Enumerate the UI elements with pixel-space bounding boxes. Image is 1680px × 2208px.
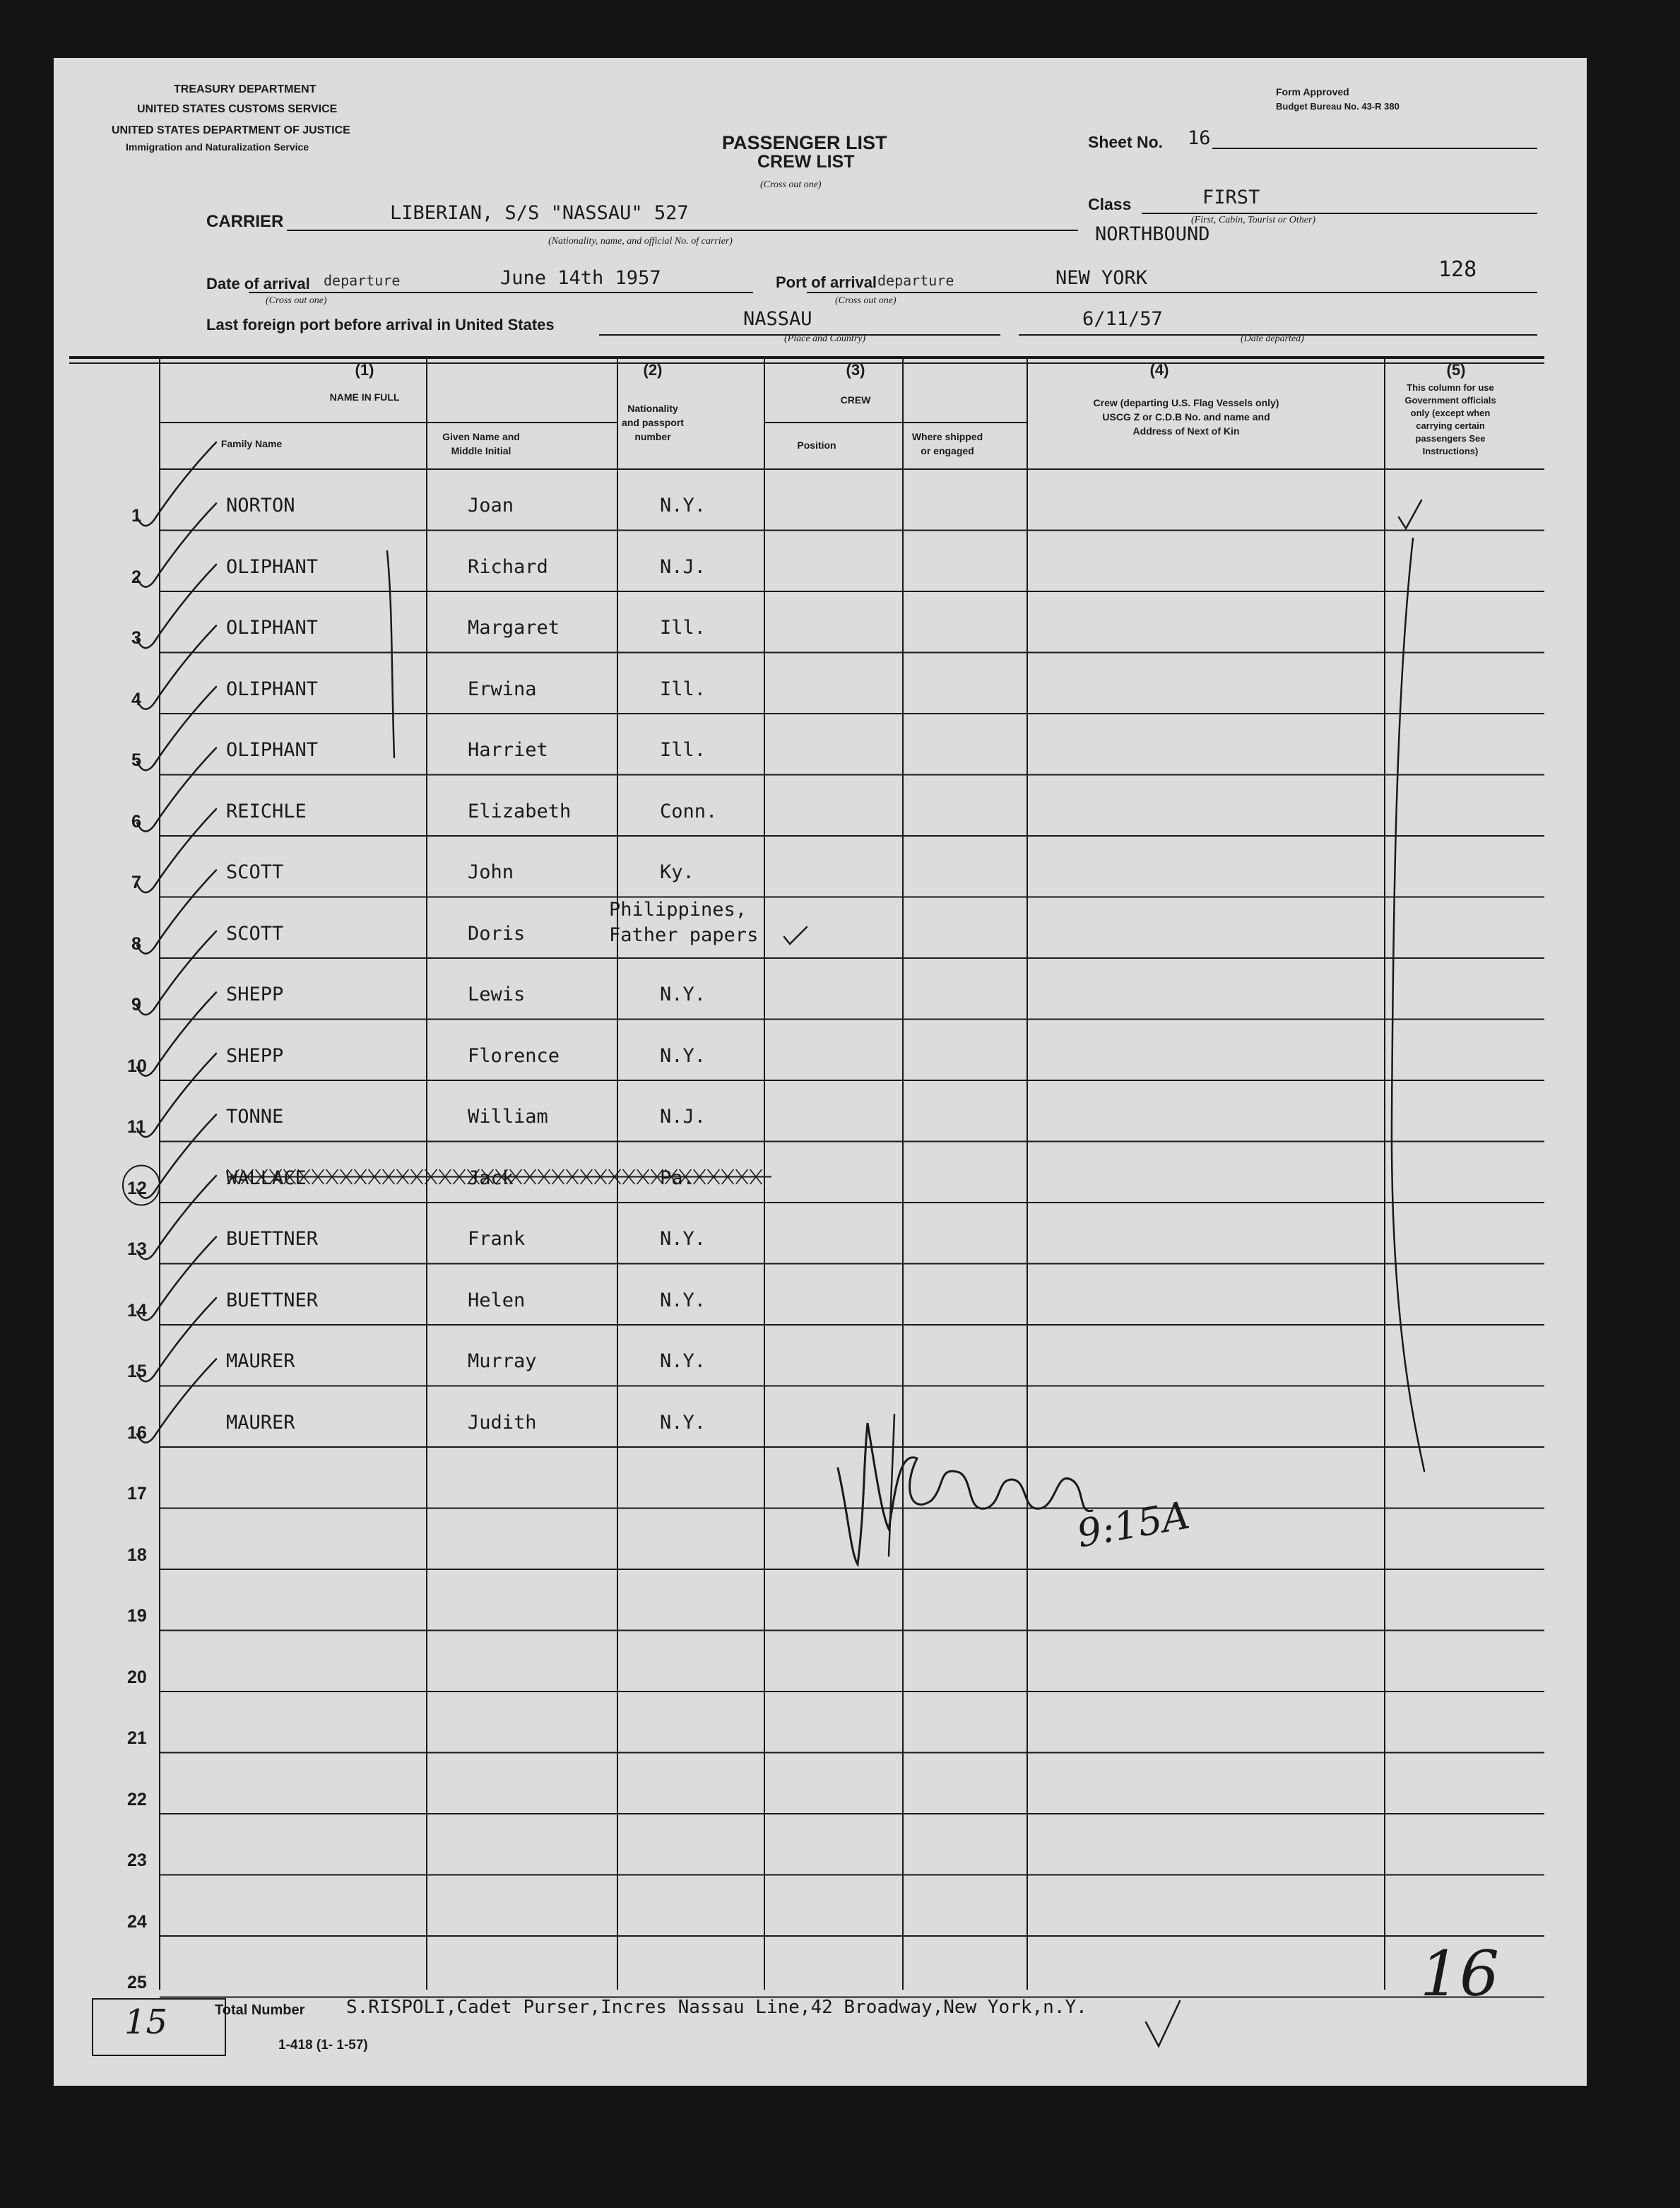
tick-mark	[137, 442, 216, 526]
col3-title: CREW	[840, 394, 871, 406]
nationality-value: Conn.	[660, 800, 718, 822]
family-name: BUETTNER	[226, 1228, 319, 1250]
family-name: TONNE	[226, 1106, 284, 1128]
given-name: Joan	[468, 495, 514, 516]
date-label: Date of arrival	[206, 275, 310, 293]
date-struck-word: departure	[324, 272, 401, 289]
margin-number: 16	[1420, 1937, 1499, 2010]
agency-ins: Immigration and Naturalization Service	[126, 141, 309, 153]
nationality-value: Ill.	[660, 678, 706, 700]
family-name: SHEPP	[226, 1044, 284, 1067]
row-number: 23	[127, 1850, 147, 1870]
agency-customs: UNITED STATES CUSTOMS SERVICE	[137, 103, 338, 115]
given-name: William	[468, 1106, 548, 1128]
row-number: 13	[127, 1239, 147, 1259]
row-number: 22	[127, 1789, 147, 1810]
col5-number: (5)	[1446, 361, 1466, 379]
row-number: 4	[131, 689, 141, 709]
row-number: 9	[131, 995, 141, 1015]
family-name: SHEPP	[226, 984, 284, 1005]
family-name: OLIPHANT	[226, 617, 319, 639]
given-name: Frank	[468, 1228, 526, 1250]
total-label: Total Number	[215, 2002, 305, 2018]
given-name: Harriet	[468, 739, 548, 761]
nationality-value: Ill.	[660, 617, 706, 639]
given-name: John	[468, 861, 514, 883]
tick-mark	[137, 687, 216, 770]
nationality-value: N.Y.	[660, 1289, 706, 1311]
tick-mark	[137, 993, 216, 1076]
date-cross-hint: (Cross out one)	[266, 295, 327, 306]
date-value: June 14th 1957	[500, 267, 661, 289]
tick-mark	[137, 1053, 216, 1137]
tick-mark	[137, 565, 216, 648]
col4-number: (4)	[1149, 361, 1169, 379]
nationality-value: N.Y.	[660, 1228, 706, 1250]
agency-treasury: TREASURY DEPARTMENT	[174, 83, 317, 95]
row-number: 14	[127, 1300, 147, 1321]
col4-title: Crew (departing U.S. Flag Vessels only) USCG Z or C.D.B No. and name and Address of Next of Kin	[1093, 397, 1279, 437]
total-value: 15	[124, 2002, 168, 2042]
page-number: 128	[1438, 257, 1477, 282]
given-name: Helen	[468, 1289, 526, 1311]
class-hint: (First, Cabin, Tourist or Other)	[1191, 215, 1316, 225]
col5-title: This column for use Government officials only (except when carrying certain passengers See Instructions)	[1404, 382, 1496, 456]
tick-mark	[137, 931, 216, 1015]
row-number: 15	[127, 1362, 147, 1381]
row-number: 10	[127, 1056, 147, 1076]
given-name: Doris	[468, 922, 526, 945]
last-port-label: Last foreign port before arrival in United States	[206, 316, 555, 333]
tick-mark	[137, 1359, 216, 1443]
tick-mark	[137, 504, 216, 587]
form-number: 1-418 (1- 1-57)	[278, 2038, 368, 2053]
col-position: Position	[797, 439, 836, 451]
row-number: 24	[127, 1911, 147, 1932]
nationality-value: N.J.	[660, 1106, 706, 1128]
family-name: WALLACE	[226, 1167, 307, 1189]
nationality-value: N.Y.	[660, 1350, 706, 1372]
family-name: OLIPHANT	[226, 678, 319, 700]
given-name: Murray	[468, 1350, 537, 1372]
row-number: 11	[127, 1117, 146, 1137]
row-number: 19	[127, 1606, 147, 1626]
sheet-value: 16	[1188, 127, 1211, 149]
family-name: OLIPHANT	[226, 739, 319, 761]
given-name: Jack	[468, 1167, 514, 1189]
tick-mark	[137, 1176, 216, 1259]
last-port-hint: (Place and Country)	[784, 333, 866, 344]
pen-marks	[54, 58, 1587, 2086]
given-name: Erwina	[468, 678, 537, 700]
nationality-value: Philippines,	[609, 898, 747, 921]
row-number: 20	[127, 1667, 147, 1687]
row-number: 25	[127, 1973, 147, 1992]
agency-justice: UNITED STATES DEPARTMENT OF JUSTICE	[112, 124, 350, 136]
nationality-value-2: Father papers	[609, 923, 759, 946]
sheet-label: Sheet No.	[1088, 133, 1164, 151]
row-number: 7	[131, 873, 141, 892]
nationality-value: Pa.	[660, 1167, 694, 1189]
row-number: 8	[131, 933, 141, 954]
row-number: 3	[131, 628, 141, 648]
col-where-shipped: Where shipped or engaged	[911, 431, 983, 456]
tick-mark	[137, 748, 216, 832]
family-name: MAURER	[226, 1350, 295, 1372]
family-name: SCOTT	[226, 861, 284, 883]
port-cross-hint: (Cross out one)	[835, 295, 897, 306]
nationality-value: Ill.	[660, 739, 706, 761]
col-nationality: Nationality and passport number	[622, 403, 684, 442]
col-given-name: Given Name and Middle Initial	[442, 431, 520, 456]
signature-time: 9:15A	[1073, 1492, 1193, 1557]
tick-mark	[137, 809, 216, 892]
row-number: 12	[127, 1178, 147, 1198]
budget-bureau: Budget Bureau No. 43-R 380	[1276, 101, 1400, 112]
carrier-hint: (Nationality, name, and official No. of carrier)	[548, 236, 733, 247]
family-name: NORTON	[226, 495, 295, 516]
nationality-value: Ky.	[660, 861, 694, 883]
nationality-value: N.Y.	[660, 495, 706, 516]
family-name: REICHLE	[226, 800, 307, 822]
class-label: Class	[1088, 195, 1132, 213]
port-label: Port of arrival	[776, 273, 877, 291]
col3-number: (3)	[846, 361, 865, 379]
family-name: SCOTT	[226, 922, 284, 945]
col1-number: (1)	[355, 361, 374, 379]
family-name: OLIPHANT	[226, 555, 319, 578]
tick-mark	[137, 626, 216, 709]
form-approved: Form Approved	[1276, 86, 1349, 98]
given-name: Florence	[468, 1044, 560, 1067]
family-name: BUETTNER	[226, 1289, 319, 1311]
carrier-value: LIBERIAN, S/S "NASSAU" 527	[390, 202, 689, 224]
form-title: PASSENGER LIST	[722, 132, 887, 153]
given-name: Richard	[468, 555, 548, 578]
tick-mark	[137, 1115, 216, 1198]
row-number: 5	[131, 750, 141, 770]
given-name: Elizabeth	[468, 800, 572, 822]
crew-list-struck: CREW LIST	[757, 152, 855, 172]
col2-number: (2)	[643, 361, 663, 379]
signature	[838, 1423, 1092, 1564]
given-name: Judith	[468, 1411, 537, 1434]
col-family-name: Family Name	[220, 438, 283, 449]
row-number: 6	[131, 811, 141, 832]
row-number-circle	[123, 1166, 160, 1205]
family-bracket	[387, 551, 394, 757]
row-number: 18	[127, 1545, 147, 1565]
tick-mark	[137, 1237, 216, 1321]
given-name: Margaret	[468, 617, 560, 639]
cross-out-hint: (Cross out one)	[760, 179, 822, 190]
port-value: NEW YORK	[1055, 267, 1148, 289]
port-struck-word: departure	[877, 272, 954, 289]
row-number: 1	[131, 506, 141, 526]
footer-check	[1146, 2001, 1180, 2046]
carrier-label: CARRIER	[206, 212, 284, 231]
nationality-value: N.Y.	[660, 1411, 706, 1434]
signature-stroke	[889, 1415, 894, 1556]
family-name: MAURER	[226, 1411, 295, 1434]
tick-mark	[137, 870, 216, 954]
date-departed-hint: (Date departed)	[1241, 333, 1304, 344]
tick-mark	[137, 1298, 216, 1381]
row-number: 21	[127, 1728, 147, 1748]
col1-title: NAME IN FULL	[329, 391, 400, 403]
nationality-value: N.Y.	[660, 1044, 706, 1067]
nationality-value: N.Y.	[660, 984, 706, 1005]
row-number: 16	[127, 1422, 147, 1443]
purser-line: S.RISPOLI,Cadet Purser,Incres Nassau Line,42 Broadway,New York,n.Y.	[346, 1997, 1087, 2018]
class-value: FIRST	[1202, 187, 1260, 208]
given-name: Lewis	[468, 984, 526, 1005]
papers-tick	[784, 927, 807, 944]
last-port-value: NASSAU	[743, 308, 812, 330]
row-number: 2	[131, 567, 141, 587]
row-number: 17	[127, 1484, 147, 1504]
date-departed-value: 6/11/57	[1082, 308, 1163, 330]
passenger-list-form	[54, 58, 1587, 2086]
direction-note: NORTHBOUND	[1095, 223, 1210, 245]
nationality-value: N.J.	[660, 555, 706, 578]
